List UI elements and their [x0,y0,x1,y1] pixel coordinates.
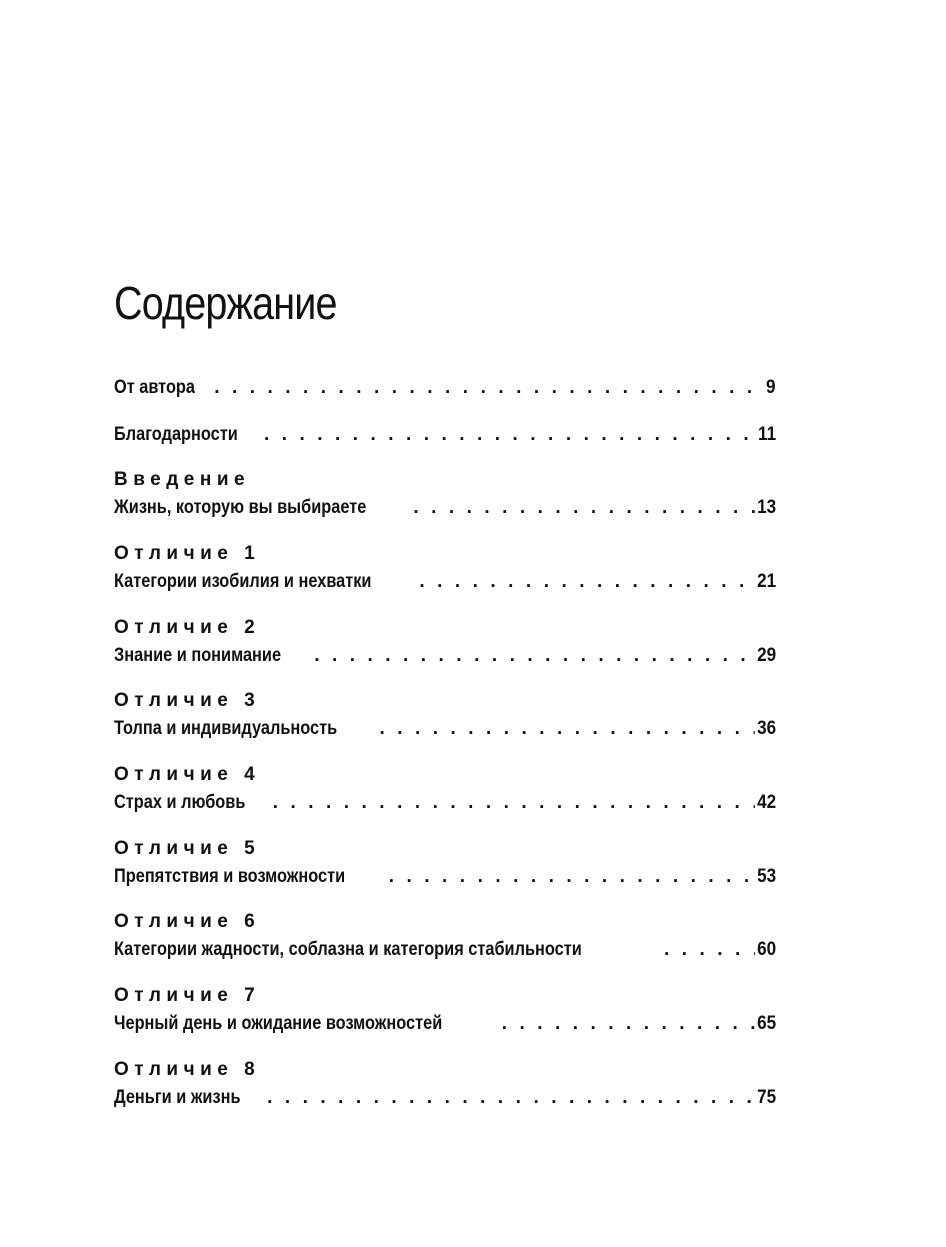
dot-leader [383,865,755,889]
toc-entry-title: Знание и понимание [114,645,282,666]
toc-page-number: 36 [756,718,776,739]
toc-entry-difference-4 [114,791,776,815]
toc-page-number: 75 [756,1087,776,1108]
dot-leader [496,1012,755,1036]
toc-entry-title: Страх и любовь [114,792,246,813]
dot-leader [308,644,755,668]
toc-page-number: 29 [756,645,776,666]
dot-leader [258,423,756,447]
toc-entry-title: Деньги и жизнь [114,1087,241,1108]
toc-entry-acknowledgements [114,423,776,447]
toc-entry-from-author [114,376,776,400]
dot-leader [267,791,755,815]
toc-chapter-label: Отличие 8 [114,1059,261,1080]
dot-leader [407,496,755,520]
dot-leader [208,376,765,400]
toc-page-number: 65 [756,1013,776,1034]
toc-entry-introduction [114,496,776,520]
toc-chapter-label: Отличие 4 [114,764,261,785]
dot-leader [261,1086,755,1110]
toc-entry-difference-2 [114,644,776,668]
toc-page-number: 60 [756,939,776,960]
toc-page-number: 9 [766,377,776,398]
dot-leader [373,717,754,741]
dot-leader [658,938,755,962]
toc-page-number: 42 [756,792,776,813]
toc-entry-title: Категории жадности, соблазна и категория стабильности [114,939,582,960]
toc-entry-title: Толпа и индивидуальность [114,718,338,739]
toc-chapter-label: Отличие 5 [114,838,261,859]
toc-chapter-label: Отличие 1 [114,543,261,564]
toc-entry-title: Жизнь, которую вы выбираете [114,497,367,518]
toc-entry-title: Препятствия и возможности [114,866,346,887]
page-title: Содержание [114,277,337,329]
toc-page-number: 21 [756,571,776,592]
toc-page-number: 53 [756,866,776,887]
toc-page-number: 13 [756,497,776,518]
toc-entry-difference-3 [114,717,776,741]
toc-entry-difference-5 [114,865,776,889]
toc-chapter-label: Отличие 3 [114,690,261,711]
toc-chapter-label: Введение [114,469,251,490]
toc-chapter-label: Отличие 6 [114,911,261,932]
toc-entry-title: От автора [114,377,196,398]
toc-entry-difference-7 [114,1012,776,1036]
toc-entry-title: Категории изобилия и нехватки [114,571,372,592]
toc-entry-title: Благодарности [114,424,238,445]
toc-entry-difference-1 [114,570,776,594]
toc-entry-difference-8 [114,1086,776,1110]
toc-entry-title: Черный день и ожидание возможностей [114,1013,443,1034]
toc-chapter-label: Отличие 2 [114,617,261,638]
toc-entry-difference-6 [114,938,776,962]
dot-leader [413,570,754,594]
toc-page-number: 11 [757,424,776,445]
toc-chapter-label: Отличие 7 [114,985,261,1006]
